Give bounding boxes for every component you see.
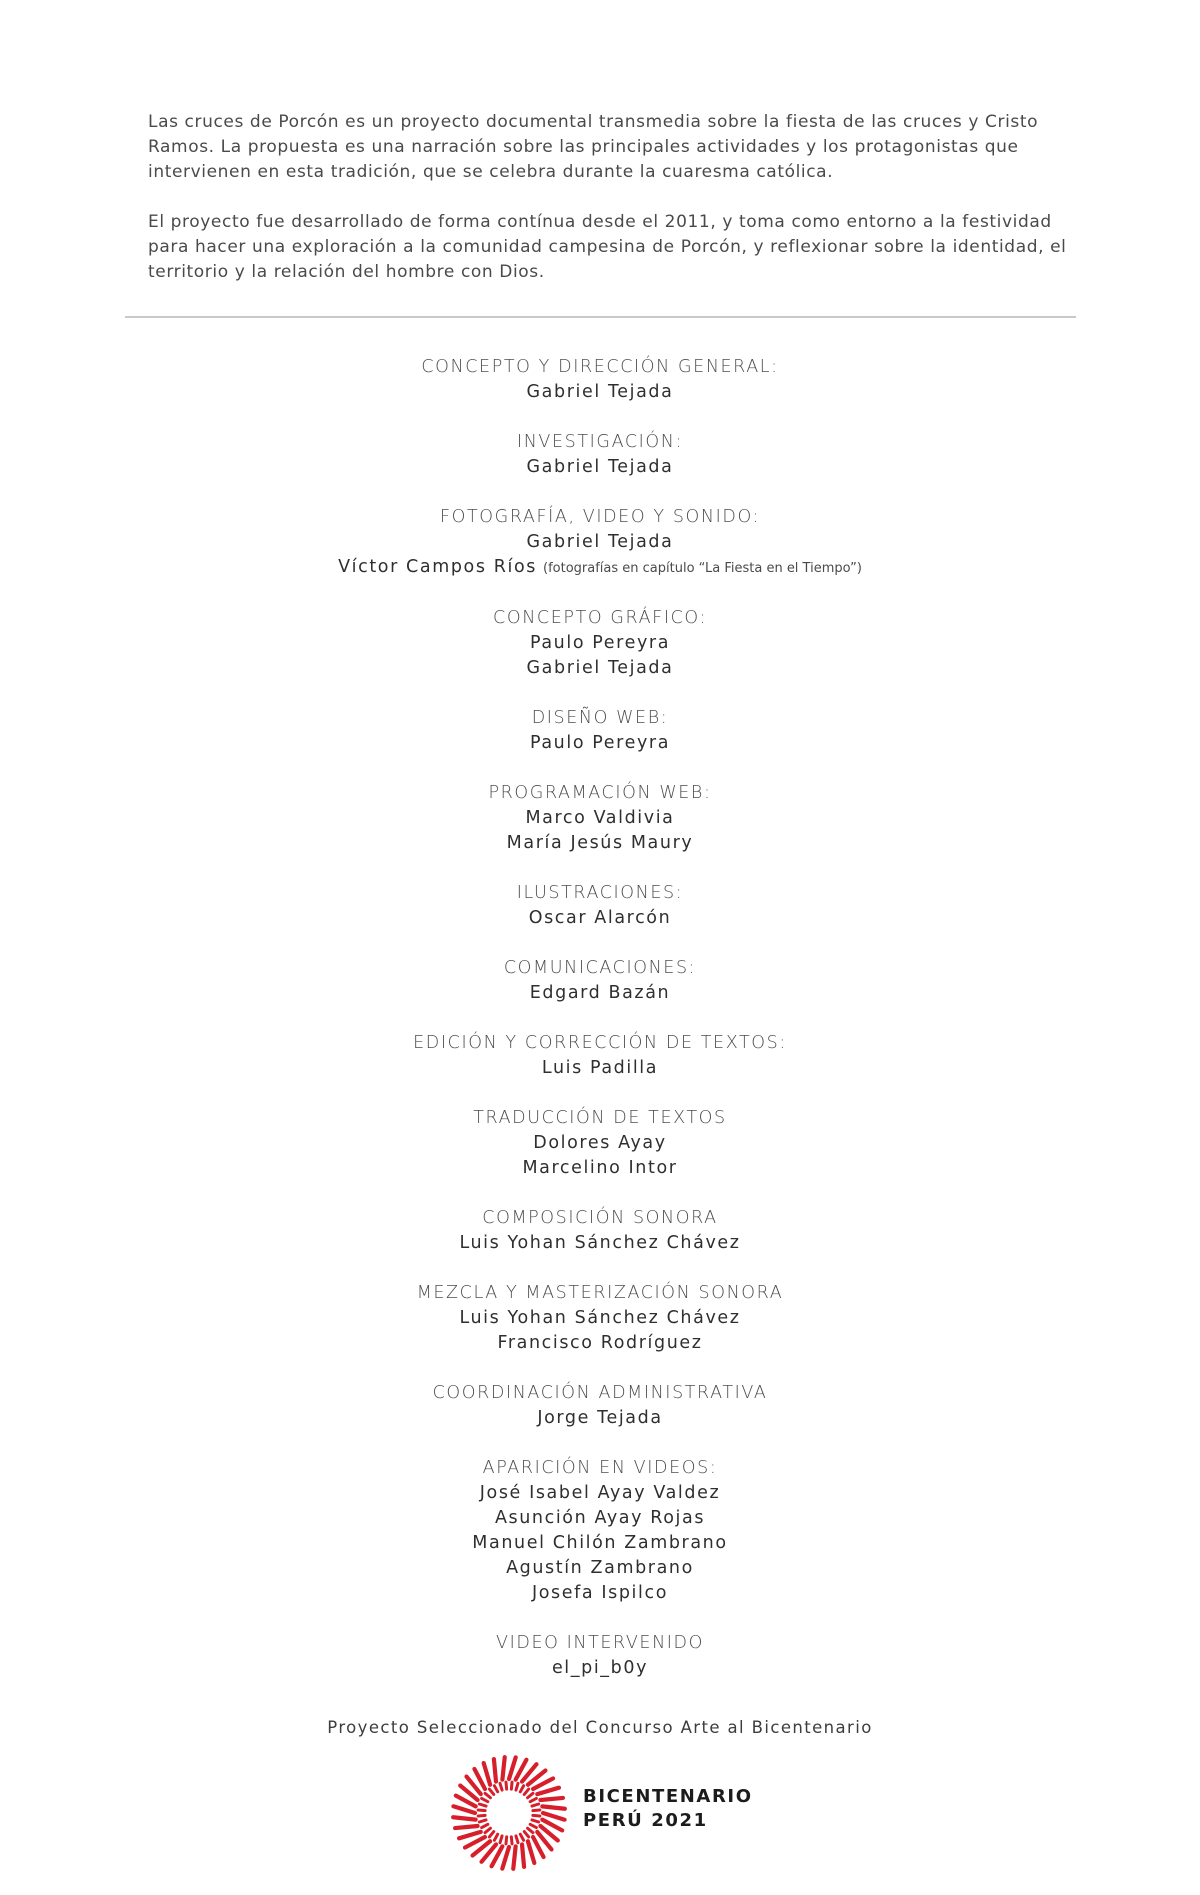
- logo-inner-ray: [524, 1789, 528, 1794]
- credit-person: [0, 1306, 1200, 1331]
- credit-role: MEZCLA Y MASTERIZACIÓN SONORA: [416, 1283, 784, 1303]
- credit-section: [0, 355, 1200, 405]
- credit-role: APARICIÓN EN VIDEOS:: [482, 1458, 718, 1478]
- credit-person-name: Dolores Ayay: [533, 1133, 667, 1153]
- credit-person: [0, 1131, 1200, 1156]
- section-divider: [125, 316, 1076, 318]
- credit-section: [0, 1281, 1200, 1356]
- credit-person-name: Josefa Ispilco: [531, 1583, 669, 1603]
- credit-person: [0, 1581, 1200, 1606]
- logo-ray: [502, 1757, 504, 1779]
- credit-role: INVESTIGACIÓN:: [516, 432, 683, 452]
- credit-person: [0, 1406, 1200, 1431]
- logo-inner-ray: [489, 1789, 493, 1794]
- logo-inner-ray: [528, 1793, 533, 1797]
- sunburst-logo-icon: [448, 1752, 570, 1874]
- credit-person-name: Gabriel Tejada: [526, 532, 674, 552]
- credit-person: [0, 1231, 1200, 1256]
- credits-list: [0, 355, 1200, 1706]
- bicentenario-logo: [448, 1752, 758, 1874]
- footer-text: Proyecto Seleccionado del Concurso Arte al Bicentenario: [327, 1718, 873, 1737]
- logo-inner-ray: [482, 1798, 488, 1801]
- logo-inner-ray: [485, 1828, 490, 1832]
- logo-inner-ray: [516, 1836, 518, 1843]
- credit-person-name: Gabriel Tejada: [526, 457, 674, 477]
- credit-role: EDICIÓN Y CORRECCIÓN DE TEXTOS:: [413, 1033, 787, 1053]
- logo-inner-ray: [478, 1810, 485, 1811]
- credit-note: (fotografías en capítulo “La Fiesta en el Tiempo”): [543, 561, 862, 576]
- credit-section: [0, 1031, 1200, 1081]
- credit-person: [0, 1531, 1200, 1556]
- logo-inner-ray: [524, 1832, 528, 1837]
- logo-inner-ray: [489, 1832, 493, 1837]
- credit-role: ILUSTRACIONES:: [516, 883, 684, 903]
- credit-section: [0, 881, 1200, 931]
- logo-inner-ray: [516, 1783, 518, 1790]
- logo-inner-ray: [494, 1834, 497, 1840]
- credit-person: [0, 1481, 1200, 1506]
- logo-ray: [509, 1757, 516, 1779]
- credit-section: [0, 706, 1200, 756]
- credit-person-name: el_pi_b0y: [551, 1658, 649, 1678]
- credit-role: TRADUCCIÓN DE TEXTOS: [473, 1108, 727, 1128]
- logo-inner-ray: [533, 1815, 540, 1816]
- logo-inner-ray: [520, 1834, 523, 1840]
- credit-person-name: Luis Yohan Sánchez Chávez: [459, 1308, 741, 1328]
- logo-inner-ray: [482, 1824, 488, 1827]
- credit-person-name: Manuel Chilón Zambrano: [472, 1533, 728, 1553]
- credit-person: [0, 1506, 1200, 1531]
- logo-ray: [502, 1847, 509, 1869]
- logo-inner-ray: [532, 1804, 539, 1806]
- logo-ray: [453, 1806, 475, 1813]
- credit-role: VIDEO INTERVENIDO: [496, 1633, 704, 1653]
- credit-person: [0, 1331, 1200, 1356]
- credit-person-name: Jorge Tejada: [537, 1408, 663, 1428]
- credit-role: COMPOSICIÓN SONORA: [482, 1208, 718, 1228]
- credit-person: [0, 731, 1200, 756]
- credit-person: [0, 1656, 1200, 1681]
- credit-person-name: Francisco Rodríguez: [497, 1333, 703, 1353]
- credit-person: [0, 530, 1200, 555]
- logo-inner-ray: [533, 1810, 540, 1811]
- logo-inner-ray: [478, 1815, 485, 1816]
- logo-ray: [484, 1763, 490, 1785]
- intro-text: [148, 110, 1070, 310]
- credit-section: [0, 1206, 1200, 1256]
- logo-inner-ray: [530, 1824, 536, 1827]
- credit-section: [0, 781, 1200, 856]
- logo-inner-ray: [511, 1782, 512, 1789]
- credit-person-name: Luis Yohan Sánchez Chávez: [459, 1233, 741, 1253]
- credit-person-name: Asunción Ayay Rojas: [494, 1508, 706, 1528]
- credit-role: PROGRAMACIÓN WEB:: [488, 783, 712, 803]
- credit-person: [0, 1556, 1200, 1581]
- credit-person: [0, 981, 1200, 1006]
- credit-person: [0, 380, 1200, 405]
- logo-inner-ray: [479, 1820, 486, 1822]
- credit-section: [0, 1106, 1200, 1181]
- credit-person-name: Gabriel Tejada: [526, 658, 674, 678]
- credit-section: [0, 956, 1200, 1006]
- logo-inner-ray: [506, 1837, 507, 1844]
- logo-ray: [542, 1806, 564, 1808]
- logo-inner-ray: [500, 1836, 502, 1843]
- credit-person-name: Edgard Bazán: [529, 983, 671, 1003]
- credit-person-name: José Isabel Ayay Valdez: [479, 1483, 721, 1503]
- credit-section: [0, 1456, 1200, 1606]
- credit-person-name: Víctor Campos Ríos: [338, 557, 537, 577]
- logo-wordmark: [583, 1785, 753, 1833]
- logo-ray: [522, 1844, 524, 1867]
- logo-ray: [459, 1832, 481, 1838]
- credit-person-name: Paulo Pereyra: [529, 633, 671, 653]
- logo-line-2: PERÚ 2021: [583, 1810, 708, 1831]
- logo-ray: [453, 1817, 475, 1819]
- credit-role: COORDINACIÓN ADMINISTRATIVA: [432, 1383, 768, 1403]
- logo-ray: [513, 1846, 515, 1868]
- logo-ray: [528, 1841, 534, 1863]
- credit-person: [0, 906, 1200, 931]
- logo-ray: [540, 1798, 563, 1800]
- credit-role: DISEÑO WEB:: [531, 708, 669, 728]
- credit-person-name: Marcelino Intor: [522, 1158, 678, 1178]
- credit-person-name: Agustín Zambrano: [506, 1558, 694, 1578]
- credit-section: [0, 430, 1200, 480]
- credit-section: [0, 505, 1200, 581]
- credit-person-name: Luis Padilla: [541, 1058, 659, 1078]
- credit-person: [0, 806, 1200, 831]
- credit-section: [0, 1381, 1200, 1431]
- credit-person: [0, 831, 1200, 856]
- logo-ray: [537, 1788, 559, 1794]
- logo-inner-ray: [511, 1837, 512, 1844]
- credit-section: [0, 606, 1200, 681]
- logo-inner-ray: [479, 1804, 486, 1806]
- credit-person: [0, 455, 1200, 480]
- logo-inner-ray: [494, 1786, 497, 1792]
- logo-ray: [455, 1826, 478, 1828]
- credit-person: [0, 656, 1200, 681]
- credit-person-name: Oscar Alarcón: [528, 908, 672, 928]
- credit-section: [0, 1631, 1200, 1681]
- credit-role: CONCEPTO GRÁFICO:: [493, 608, 707, 628]
- credit-person: [0, 555, 1200, 581]
- logo-inner-ray: [530, 1798, 536, 1801]
- credit-person: [0, 1156, 1200, 1181]
- logo-inner-ray: [532, 1820, 539, 1822]
- credit-person-name: Paulo Pereyra: [529, 733, 671, 753]
- logo-line-1: BICENTENARIO: [583, 1786, 753, 1807]
- credit-person-name: Gabriel Tejada: [526, 382, 674, 402]
- logo-inner-ray: [485, 1793, 490, 1797]
- intro-paragraph-2: El proyecto fue desarrollado de forma contínua desde el 2011, y toma como entorno a la festividad para hacer una exploración a la comunidad campesina de Porcón, y reflexionar sobre la identidad, el territorio y la relación del hombre con Dios.: [148, 212, 1067, 282]
- logo-inner-ray: [528, 1828, 533, 1832]
- credit-person-name: Marco Valdivia: [525, 808, 675, 828]
- credit-person: [0, 1056, 1200, 1081]
- logo-ray: [494, 1759, 496, 1782]
- credit-person-name: María Jesús Maury: [506, 833, 694, 853]
- credit-role: COMUNICACIONES:: [503, 958, 697, 978]
- logo-inner-ray: [506, 1782, 507, 1789]
- intro-paragraph-1: Las cruces de Porcón es un proyecto documental transmedia sobre la fiesta de las cruces y Cristo Ramos. La propuesta es una narración sobre las principales actividades y los protagonistas que intervienen en esta tradición, que se celebra durante la cuaresma católica.: [148, 112, 1039, 182]
- credit-role: FOTOGRAFÍA, VIDEO Y SONIDO:: [439, 507, 761, 527]
- credit-person: [0, 631, 1200, 656]
- logo-inner-ray: [520, 1786, 523, 1792]
- logo-ray: [543, 1813, 565, 1820]
- credit-role: CONCEPTO Y DIRECCIÓN GENERAL:: [421, 357, 779, 377]
- logo-inner-ray: [500, 1783, 502, 1790]
